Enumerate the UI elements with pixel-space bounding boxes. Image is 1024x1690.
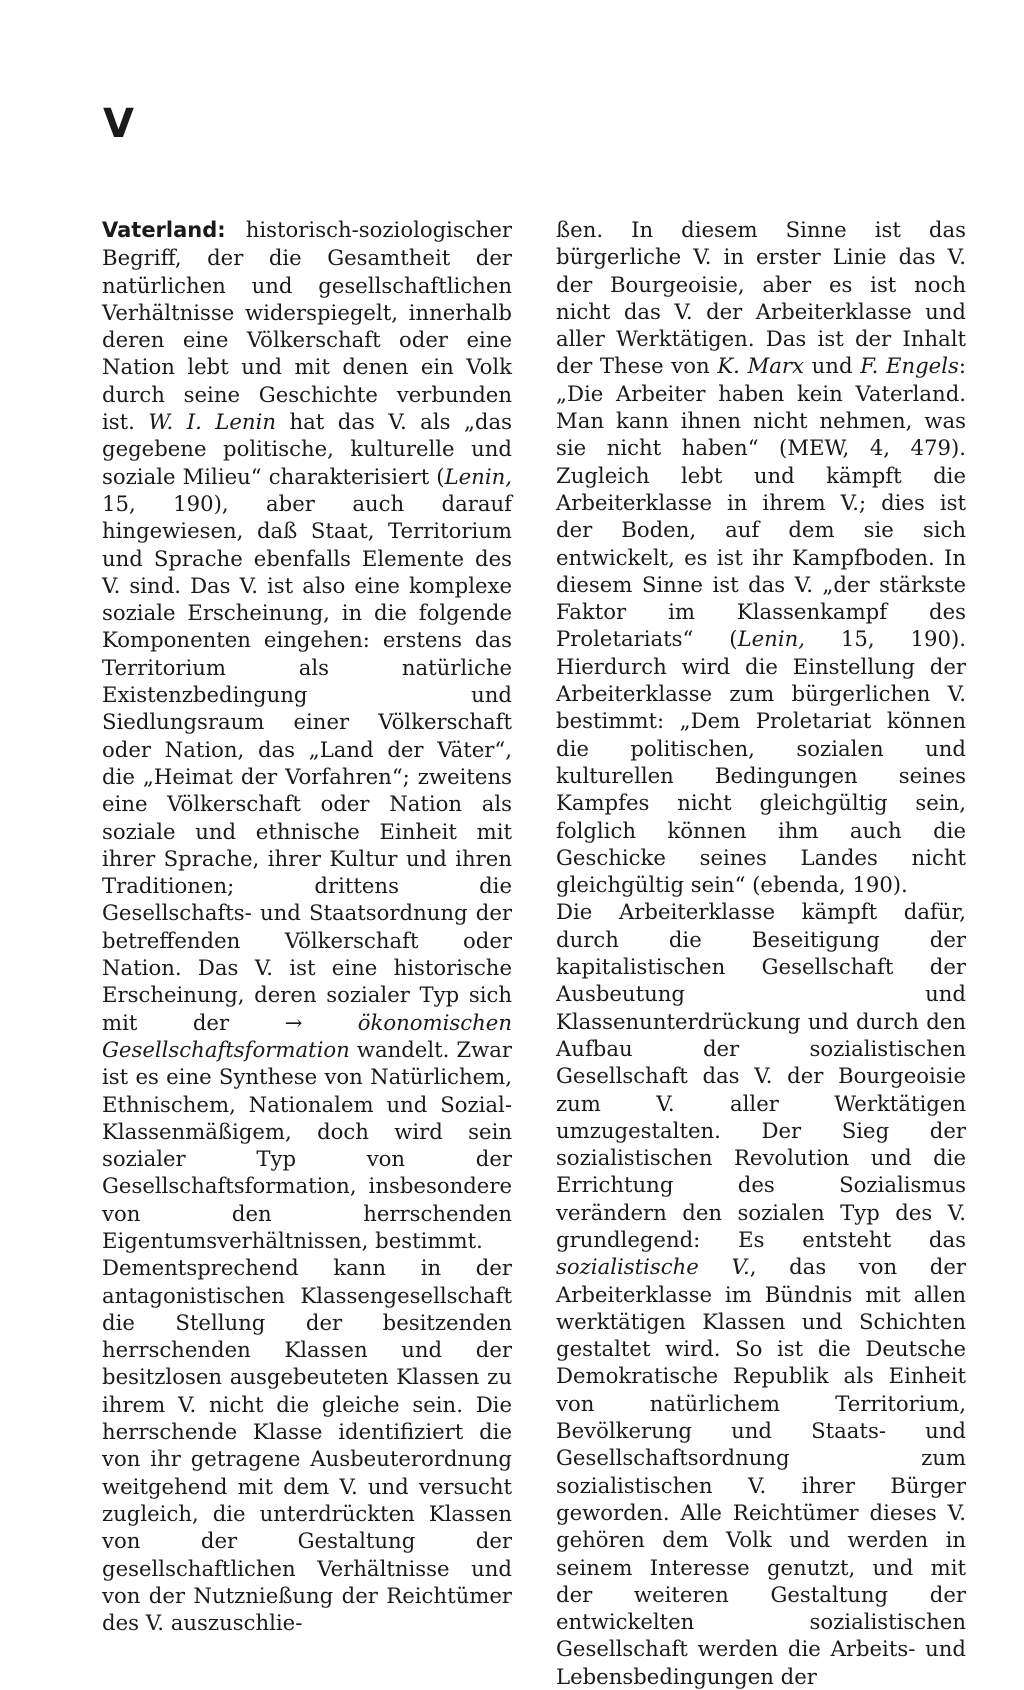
text-run: wandelt. Zwar ist es eine Synthese von Natürlichem, Ethnischem, Nationalem und Sozial-Klassenmäßigem, doch wird sein sozialer Typ von der Gesellschaftsformation, insbesondere von den herrschenden Eigentumsverhältnissen, bestimmt. [102,1036,512,1253]
text-run: 15, 190), aber auch darauf hingewiesen, daß Staat, Territorium und Sprache ebenfalls Elemente des V. sind. Das V. ist also eine komplexe soziale Erscheinung, in die folgende Komponenten eingehen: erstens das Territorium als natürliche Existenzbedingung und Siedlungsraum einer Völkerschaft oder Nation, das „Land der Väter“, die „Heimat der Vorfahren“; zweitens eine Völkerschaft oder Nation als soziale und ethnische Einheit mit ihrer Sprache, ihrer Kultur und ihren Traditionen; drittens die Gesellschafts- und Staatsordnung der betreffenden Völkerschaft oder Nation. Das V. ist eine historische Erscheinung, deren sozialer Typ sich mit der [102,490,512,1035]
text-run: : „Die Arbeiter haben kein Vaterland. Man kann ihnen nicht nehmen, was sie nicht haben“ (MEW, 4, 479). Zugleich lebt und kämpft die Arbeiterklasse in ihrem V.; dies ist der Boden, auf dem sie sich entwickelt, es ist ihr Kampfboden. In diesem Sinne ist das V. „der stärkste Faktor im Klassenkampf des Proletariats“ ( [556,353,966,652]
text-run: ßen. In diesem Sinne ist das bürgerliche V. in erster Linie das V. der Bourgeoisie, aber es ist noch nicht das V. der Arbeiterklasse und aller Werktätigen. Das ist der Inhalt der These von [556,217,966,379]
paragraph [102,216,512,1254]
text-run: und [803,353,861,379]
left-column [102,216,512,1636]
text-run: hat das V. als „das gegebene politische, kulturelle und soziale Milieu“ charakterisiert ( [102,409,512,489]
citation-author: Lenin, [444,463,512,489]
text-run: Die Arbeiterklasse kämpft dafür, durch die Beseitigung der kapitalistischen Gesellschaft der Ausbeutung und Klassenunterdrückung und durch den Aufbau der sozialistischen Gesellschaft das V. der Bourgeoisie zum V. aller Werktätigen umzugestalten. Der Sieg der sozialistischen Revolution und die Errichtung des Sozialismus verändern den sozialen Typ des V. grundlegend: Es entsteht das [556,899,966,1252]
paragraph: Dementsprechend kann in der antagonistischen Klassengesellschaft die Stellung der besitzenden herrschenden Klassen und der besitzlosen ausgebeuteten Klassen zu ihrem V. nicht die gleiche sein. Die herrschende Klasse identifiziert die von ihr getragene Ausbeuterordnung weitgehend mit dem V. und versucht zugleich, die unterdrückten Klassen von der Gestaltung der gesellschaftlichen Verhältnisse und von der Nutznießung der Reichtümer des V. auszuschlie- [102,1255,512,1636]
right-column [556,216,966,1690]
emphasized-term: sozialistische V. [556,1254,750,1280]
author-name: W. I. Lenin [148,409,276,435]
paragraph [556,898,966,1690]
citation-author: Lenin, [737,626,805,652]
cross-reference-link[interactable]: ökonomischen Gesellschaftsformation [102,1009,512,1062]
text-run: , das von der Arbeiterklasse im Bündnis mit allen werktätigen Klassen und Schichten gestaltet wird. So ist die Deutsche Demokratische Republik als Einheit von natürlichem Territorium, Bevölkerung und Staats- und Gesellschaftsordnung zum sozialistischen V. ihrer Bürger geworden. Alle Reichtümer dieses V. gehören dem Volk und werden in seinem Interesse genutzt, und mit der weiteren Gestaltung der entwickelten sozialistischen Gesellschaft werden die Arbeits- und Lebensbedingungen der [556,1254,967,1689]
author-name: F. Engels [860,353,959,379]
section-letter: V [103,101,135,147]
cross-reference-arrow-icon: → [284,1009,303,1035]
paragraph [556,216,966,898]
text-run: historisch-soziologischer Begriff, der die Gesamtheit der natürlichen und gesellschaftlichen Verhältnisse widerspiegelt, innerhalb deren eine Völkerschaft oder eine Nation lebt und mit denen ein Volk durch seine Geschichte verbunden ist. [102,217,512,435]
author-name: K. Marx [717,353,804,379]
text-run: 15, 190). Hierdurch wird die Einstellung der Arbeiterklasse zum bürgerlichen V. bestimmt: „Dem Proletariat können die politischen, sozialen und kulturellen Bedingungen seines Kampfes nicht gleichgültig sein, folglich können ihm auch die Geschicke seines Landes nicht gleichgültig sein“ (ebenda, 190). [556,626,966,898]
headword: Vaterland: [102,218,226,242]
